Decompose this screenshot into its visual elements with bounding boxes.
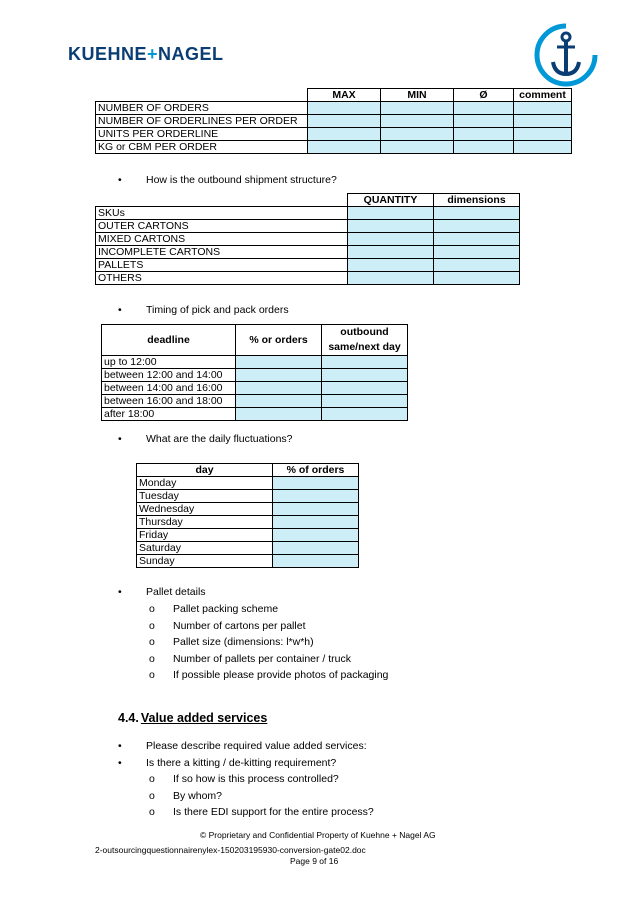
table-row: NUMBER OF ORDERLINES PER ORDER xyxy=(96,115,572,128)
pick-pack-timing-table xyxy=(101,324,408,421)
table-header: dimensions xyxy=(434,194,520,207)
table-header xyxy=(96,194,348,207)
order-stats-table xyxy=(95,88,572,154)
table-row: OUTER CARTONS xyxy=(96,220,520,233)
circle-bullet-icon: o xyxy=(149,653,155,665)
table-header: outbound same/next day xyxy=(322,325,408,356)
table-row: MIXED CARTONS xyxy=(96,233,520,246)
bullet-dot-icon: • xyxy=(118,304,122,316)
table-header xyxy=(96,89,308,102)
table-header: day xyxy=(137,464,273,477)
shipment-structure-table xyxy=(95,193,520,285)
table-header: % of orders xyxy=(273,464,359,477)
table-row: SKUs xyxy=(96,207,520,220)
table-row: Monday xyxy=(137,477,359,490)
table-header: Ø xyxy=(454,89,514,102)
table-row: PALLETS xyxy=(96,259,520,272)
table-row: KG or CBM PER ORDER xyxy=(96,141,572,154)
footer-page-number: Page 9 of 16 xyxy=(290,856,339,866)
table-header: QUANTITY xyxy=(348,194,434,207)
table-row: after 18:00 xyxy=(102,408,408,421)
company-logo: KUEHNE+NAGEL xyxy=(68,44,224,64)
circle-bullet-icon: o xyxy=(149,620,155,632)
bullet-dot-icon: • xyxy=(118,586,122,598)
section-heading: 4.4. Value added services xyxy=(118,711,268,725)
circle-bullet-icon: o xyxy=(149,790,155,802)
table-row: between 12:00 and 14:00 xyxy=(102,369,408,382)
table-row: Thursday xyxy=(137,516,359,529)
circle-bullet-icon: o xyxy=(149,773,155,785)
circle-bullet-icon: o xyxy=(149,603,155,615)
table-row: Wednesday xyxy=(137,503,359,516)
table-header: MIN xyxy=(381,89,454,102)
circle-bullet-icon: o xyxy=(149,636,155,648)
table-row: NUMBER OF ORDERS xyxy=(96,102,572,115)
footer-filename: 2-outsourcingquestionnairenylex-150203195930-conversion-gate02.doc xyxy=(95,845,366,855)
table-row: between 16:00 and 18:00 xyxy=(102,395,408,408)
bullet-dot-icon: • xyxy=(118,433,122,445)
table-header: deadline xyxy=(102,325,236,356)
table-row: INCOMPLETE CARTONS xyxy=(96,246,520,259)
table-row: Sunday xyxy=(137,555,359,568)
bullet-dot-icon: • xyxy=(118,174,122,186)
table-row: between 14:00 and 16:00 xyxy=(102,382,408,395)
table-row: Friday xyxy=(137,529,359,542)
table-header: comment xyxy=(514,89,572,102)
table-header: MAX xyxy=(308,89,381,102)
table-row: Tuesday xyxy=(137,490,359,503)
anchor-logo-icon xyxy=(533,22,599,88)
table-row: UNITS PER ORDERLINE xyxy=(96,128,572,141)
daily-fluctuation-table xyxy=(136,463,359,568)
table-row: up to 12:00 xyxy=(102,356,408,369)
table-row: Saturday xyxy=(137,542,359,555)
table-row: OTHERS xyxy=(96,272,520,285)
footer-copyright: © Proprietary and Confidential Property of Kuehne + Nagel AG xyxy=(200,830,436,840)
circle-bullet-icon: o xyxy=(149,806,155,818)
bullet-dot-icon: • xyxy=(118,740,122,752)
table-header: % or orders xyxy=(236,325,322,356)
bullet-dot-icon: • xyxy=(118,757,122,769)
circle-bullet-icon: o xyxy=(149,669,155,681)
